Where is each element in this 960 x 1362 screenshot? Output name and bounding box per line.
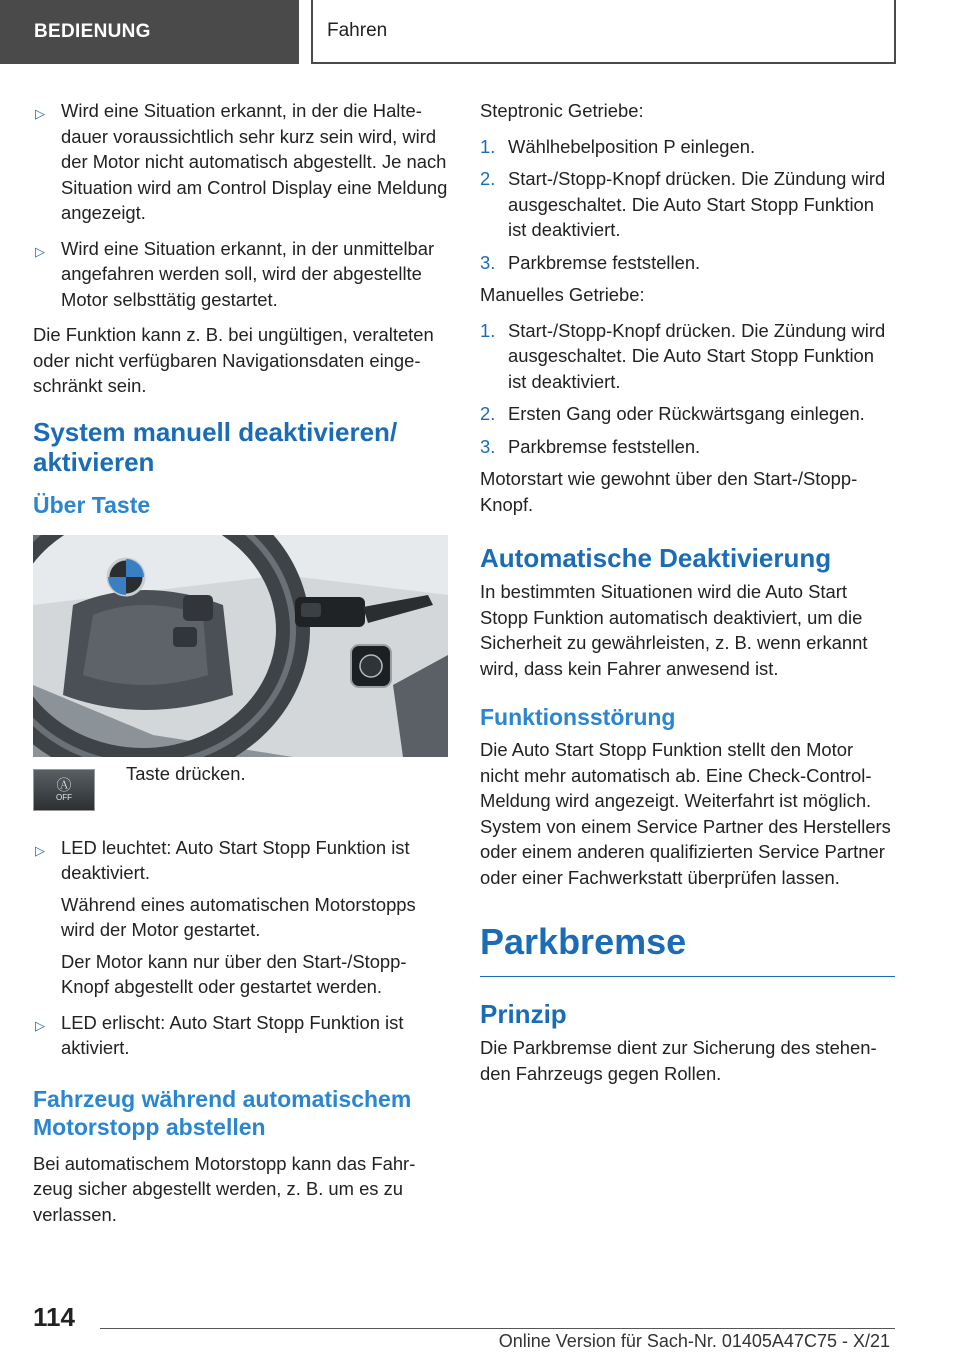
step-text: Start-/Stopp-Knopf drücken. Die Zündung wird ausgeschaltet. Die Auto Start Stopp Funktion ist deaktiviert. (508, 168, 886, 240)
list-item (33, 236, 448, 313)
step-number: 3. (480, 435, 496, 457)
triangle-bullet-icon: ▷ (35, 842, 45, 858)
paragraph-navigation-note: Die Funktion kann z. B. bei ungültigen, veralteten oder nicht verfügbaren Navigationsdaten eingeschränkt sein. (33, 324, 434, 396)
heading-park-during-stop: Fahrzeug während automatischem Motorstopp abstellen (33, 1085, 412, 1140)
right-column (480, 98, 895, 1096)
bullet-text: LED erlischt: Auto Start Stopp Funktion ist aktiviert. (61, 1011, 404, 1058)
button-instruction-text: Taste drücken. (126, 762, 246, 784)
step-number: 3. (480, 251, 496, 273)
list-item (33, 1010, 448, 1061)
heading-automatic-deactivation: Automatische Deaktivierung (480, 543, 832, 573)
step-text: Ersten Gang oder Rückwärtsgang einlegen. (508, 403, 865, 424)
sub-paragraph: Der Motor kann nur über den Start-/Stopp-Knopf abgestellt oder gestartet werden. (61, 950, 407, 997)
bullet-text: LED leuchtet: Auto Start Stopp Funktion ist deaktiviert. (61, 836, 410, 883)
steptronic-label: Steptronic Getriebe: (480, 100, 644, 121)
list-item (480, 134, 895, 160)
paragraph-principle: Die Parkbremse dient zur Sicherung des stehenden Fahrzeugs gegen Rollen. (480, 1037, 877, 1084)
section-tab: BEDIENUNG (0, 0, 299, 64)
auto-start-stop-off-button-icon (33, 769, 95, 811)
step-text: Parkbremse feststellen. (508, 435, 701, 457)
step-text: Start-/Stopp-Knopf drücken. Die Zündung wird ausgeschaltet. Die Auto Start Stopp Funktion ist deaktiviert. (508, 319, 886, 392)
list-item (33, 98, 448, 226)
left-column (33, 98, 448, 1237)
page-footer (0, 1294, 960, 1362)
list-item (480, 250, 895, 276)
bullet-text: Wird eine Situation erkannt, in der die Haltedauer voraussichtlich sehr kurz sein wird, wird der Motor nicht automatisch abgestellt. Je nach Situation wird am Control Display eine Meldung angezeigt. (61, 100, 448, 223)
paragraph-malfunction: Die Auto Start Stopp Funktion stellt den Motor nicht mehr automatisch ab. Eine Check-Control-Meldung wird angezeigt. Weiterfahrt ist möglich. System von einem Service Partner des Herstellers oder einem anderen qualifizierten Service Partner oder einer Fachwerkstatt überprüfen lassen. (480, 739, 891, 888)
triangle-bullet-icon: ▷ (35, 1017, 45, 1033)
heading-manual-deactivate: System manuell deaktivieren/ aktivieren (33, 416, 398, 477)
step-number: 2. (480, 168, 496, 189)
list-item (480, 401, 895, 427)
button-instruction (33, 762, 448, 821)
paragraph-motorstart: Motorstart wie gewohnt über den Start-/Stopp-Knopf. (480, 468, 858, 515)
online-version-note: Online Version für Sach-Nr. 01405A47C75 - X/21 (498, 1331, 890, 1351)
chapter-tab: Fahren (311, 0, 896, 64)
list-item (33, 835, 448, 886)
heading-parkbremse: Parkbremse (480, 920, 895, 977)
heading-via-button: Über Taste (33, 491, 151, 518)
page-header (0, 0, 960, 66)
sub-paragraph: Während eines automatischen Motorstopps wird der Motor gestartet. (61, 893, 416, 940)
list-item (480, 434, 895, 460)
page-number: 114 (33, 1302, 75, 1332)
bullet-text: Wird eine Situation erkannt, in der unmittelbar angefahren werden soll, wird der abgestellte Motor selbsttätig gestartet. (61, 237, 435, 310)
step-number: 1. (480, 135, 496, 157)
triangle-bullet-icon: ▷ (35, 243, 45, 259)
step-text: Wählhebelposition P einlegen. (508, 135, 756, 157)
off-label: OFF (56, 792, 72, 802)
footer-divider (100, 1328, 895, 1329)
steering-wheel-photo (33, 535, 448, 757)
heading-principle: Prinzip (480, 999, 567, 1029)
list-item (480, 318, 895, 395)
paragraph-park-during-stop: Bei automatischem Motorstopp kann das Fahrzeug sicher abgestellt werden, z. B. um es zu verlassen. (33, 1152, 416, 1225)
auto-start-stop-icon: Ⓐ (56, 776, 72, 794)
list-item (480, 166, 895, 243)
manual-label: Manuelles Getriebe: (480, 284, 645, 305)
triangle-bullet-icon: ▷ (35, 106, 45, 121)
step-text: Parkbremse feststellen. (508, 251, 701, 273)
step-number: 2. (480, 403, 496, 424)
heading-malfunction: Funktionsstörung (480, 704, 676, 730)
steering-wheel-illustration (33, 535, 448, 757)
paragraph-automatic-deactivation: In bestimmten Situationen wird die Auto Start Stopp Funktion automatisch deaktiviert, um die Sicherheit zu gewährleisten, z. B. wenn erkannt wird, dass kein Fahrer anwesend ist. (480, 581, 868, 679)
step-number: 1. (480, 319, 496, 341)
